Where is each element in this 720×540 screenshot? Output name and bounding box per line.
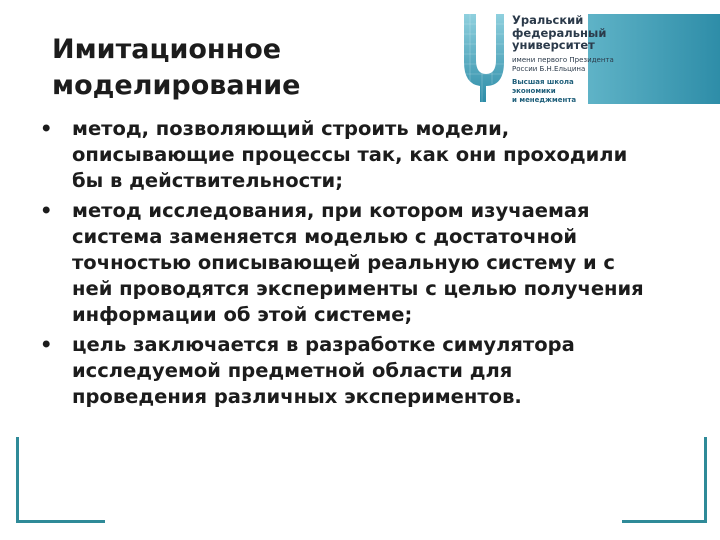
university-name (512, 14, 632, 52)
university-name-line: университет (512, 38, 595, 52)
slide-title-line: моделирование (52, 70, 301, 101)
frame-corner-bottom-right (622, 437, 707, 523)
bullet-line: точностью описывающей реальную систему и с (72, 251, 615, 274)
bullet-line: бы в действительности; (72, 169, 344, 192)
bullet-line: система заменяется моделью с достаточной (72, 225, 578, 248)
bullet-item (40, 332, 690, 410)
bullet-text (72, 332, 690, 410)
ural-university-logo-icon (462, 12, 506, 104)
bullet-line: метод исследования, при котором изучаемая (72, 199, 590, 222)
bullet-line: информации об этой системе; (72, 303, 413, 326)
bullet-text (72, 198, 690, 328)
bullet-line: цель заключается в разработке симулятора (72, 333, 575, 356)
bullet-line: ней проводятся эксперименты с целью получения (72, 277, 644, 300)
bullet-item (40, 116, 690, 194)
university-subtitle-line: имени первого Президента (512, 55, 614, 64)
bullet-marker: • (40, 199, 53, 222)
school-name-line: и менеджмента (512, 95, 577, 104)
logo-text (512, 14, 632, 105)
school-name (512, 78, 632, 105)
frame-corner-bottom-left (16, 437, 105, 523)
bullet-line: исследуемой предметной области для (72, 359, 513, 382)
slide-title (52, 32, 301, 104)
bullet-item (40, 198, 690, 328)
bullet-line: проведения различных экспериментов. (72, 385, 522, 408)
bullet-line: описывающие процессы так, как они проходили (72, 143, 628, 166)
university-subtitle-line: России Б.Н.Ельцина (512, 64, 586, 73)
university-subtitle (512, 56, 632, 74)
bullet-marker: • (40, 333, 53, 356)
university-name-line: федеральный (512, 25, 607, 40)
school-name-line: экономики (512, 86, 556, 95)
bullet-text (72, 116, 690, 194)
bullet-list (40, 116, 690, 414)
bullet-line: метод, позволяющий строить модели, (72, 117, 510, 140)
university-name-line: Уральский (512, 13, 584, 27)
school-name-line: Высшая школа (512, 77, 574, 86)
bullet-marker: • (40, 117, 53, 140)
slide-title-line: Имитационное (52, 34, 282, 65)
